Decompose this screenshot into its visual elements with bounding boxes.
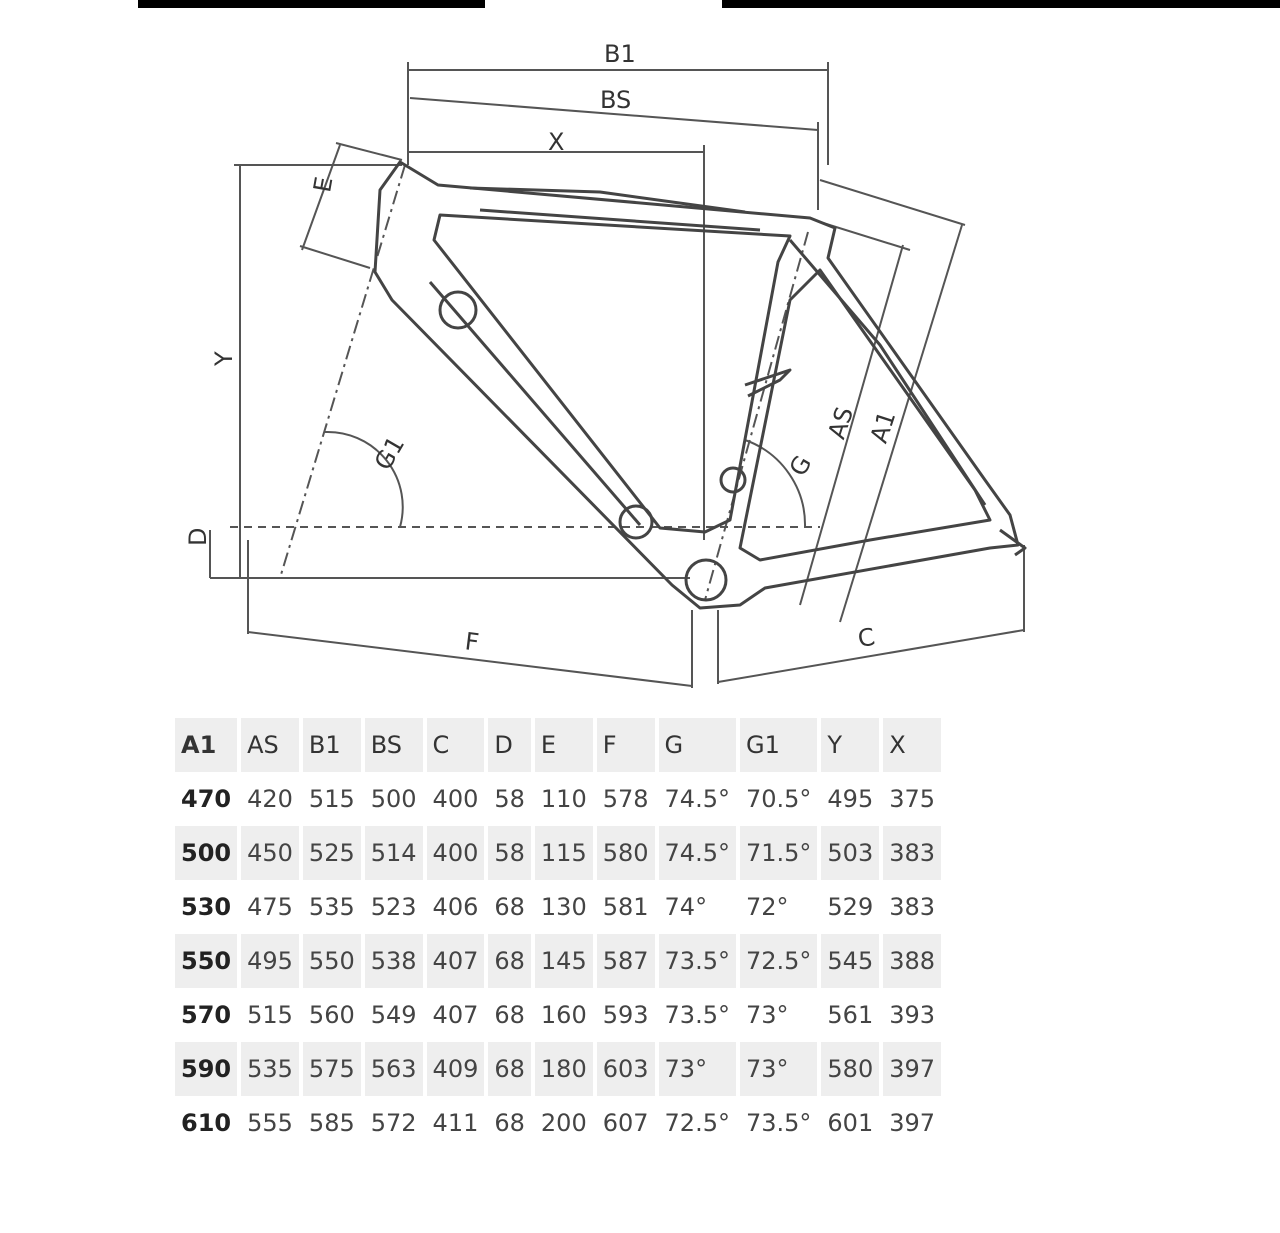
cell: 570 [181, 1001, 232, 1029]
cell: 68 [494, 1001, 525, 1029]
cell: 409 [427, 1042, 485, 1096]
label-a1: A1 [864, 407, 902, 447]
cell: 73.5° [664, 1001, 730, 1029]
cell: 73.5° [659, 934, 736, 988]
label-y: Y [210, 351, 238, 366]
cell: 555 [247, 1109, 293, 1137]
cell: 397 [889, 1109, 936, 1137]
cell: 590 [175, 1042, 237, 1096]
cell: 73° [659, 1042, 736, 1096]
cell: 58 [494, 785, 525, 813]
table-row [175, 934, 941, 988]
cell: 407 [432, 1001, 479, 1029]
header-g1: G1 [740, 718, 817, 772]
cell: 575 [303, 1042, 361, 1096]
header-d: D [488, 718, 531, 772]
header-as: AS [241, 718, 299, 772]
label-g1: G1 [369, 431, 411, 475]
cell: 68 [494, 893, 525, 921]
header-b1: B1 [303, 718, 361, 772]
label-x: X [548, 128, 565, 156]
cell: 400 [427, 826, 485, 880]
label-c: C [855, 622, 878, 654]
cell: 545 [821, 934, 879, 988]
cell: 72.5° [664, 1109, 730, 1137]
cell: 500 [370, 785, 417, 813]
header-bs: BS [365, 718, 423, 772]
label-bs: BS [600, 86, 632, 114]
cell: 145 [535, 934, 593, 988]
cell: 560 [308, 1001, 355, 1029]
cell: 563 [365, 1042, 423, 1096]
cell: 578 [602, 785, 649, 813]
cell: 73.5° [745, 1109, 812, 1137]
header-y: Y [821, 718, 879, 772]
cell: 535 [241, 1042, 299, 1096]
label-d: D [184, 527, 212, 546]
cell: 607 [602, 1109, 649, 1137]
header-e: E [535, 718, 593, 772]
cell: 383 [883, 826, 941, 880]
table-header-row [175, 718, 941, 772]
cell: 475 [247, 893, 293, 921]
cell: 500 [175, 826, 237, 880]
geometry-table [171, 718, 945, 1150]
cell: 407 [427, 934, 485, 988]
cell: 393 [889, 1001, 936, 1029]
header-x: X [883, 718, 941, 772]
cell: 610 [181, 1109, 232, 1137]
label-b1: B1 [604, 40, 636, 68]
label-f: F [463, 627, 481, 657]
cell: 514 [365, 826, 423, 880]
cell: 180 [535, 1042, 593, 1096]
label-as: AS [822, 403, 859, 443]
cell: 572 [370, 1109, 417, 1137]
cell: 515 [247, 1001, 293, 1029]
cell: 74° [664, 893, 708, 921]
table-row [175, 826, 941, 880]
cell: 160 [540, 1001, 587, 1029]
cell: 515 [308, 785, 355, 813]
cell: 587 [597, 934, 655, 988]
cell: 68 [488, 934, 531, 988]
cell: 495 [827, 785, 874, 813]
cell: 580 [597, 826, 655, 880]
table-row [175, 988, 941, 1042]
cell: 411 [432, 1109, 479, 1137]
cell: 550 [303, 934, 361, 988]
cell: 375 [889, 785, 936, 813]
cell: 72.5° [740, 934, 817, 988]
cell: 406 [432, 893, 479, 921]
header-g: G [659, 718, 736, 772]
cell: 535 [308, 893, 355, 921]
cell: 585 [308, 1109, 355, 1137]
cell: 68 [488, 1042, 531, 1096]
cell: 420 [247, 785, 293, 813]
cell: 74.5° [664, 785, 730, 813]
cell: 74.5° [659, 826, 736, 880]
cell: 388 [883, 934, 941, 988]
table-row [175, 1042, 941, 1096]
cell: 397 [883, 1042, 941, 1096]
cell: 73° [745, 1001, 789, 1029]
cell: 503 [821, 826, 879, 880]
cell: 581 [602, 893, 649, 921]
cell: 130 [540, 893, 587, 921]
header-c: C [427, 718, 485, 772]
cell: 70.5° [745, 785, 812, 813]
cell: 71.5° [740, 826, 817, 880]
cell: 561 [827, 1001, 874, 1029]
table-row [175, 880, 941, 934]
cell: 549 [370, 1001, 417, 1029]
cell: 529 [827, 893, 874, 921]
header-f: F [597, 718, 655, 772]
cell: 400 [432, 785, 479, 813]
table-row [175, 1096, 941, 1150]
cell: 110 [540, 785, 587, 813]
cell: 530 [181, 893, 232, 921]
label-e: E [308, 174, 339, 195]
cell: 200 [540, 1109, 587, 1137]
cell: 523 [370, 893, 417, 921]
cell: 550 [175, 934, 237, 988]
label-g: G [783, 450, 818, 481]
cell: 383 [889, 893, 936, 921]
table-row [175, 772, 941, 826]
cell: 525 [303, 826, 361, 880]
cell: 495 [241, 934, 299, 988]
cell: 470 [181, 785, 232, 813]
cell: 58 [488, 826, 531, 880]
cell: 580 [821, 1042, 879, 1096]
cell: 115 [535, 826, 593, 880]
header-a1: A1 [175, 718, 237, 772]
cell: 538 [365, 934, 423, 988]
cell: 593 [602, 1001, 649, 1029]
cell: 601 [827, 1109, 874, 1137]
cell: 450 [241, 826, 299, 880]
cell: 73° [740, 1042, 817, 1096]
cell: 72° [745, 893, 789, 921]
cell: 603 [597, 1042, 655, 1096]
cell: 68 [494, 1109, 525, 1137]
